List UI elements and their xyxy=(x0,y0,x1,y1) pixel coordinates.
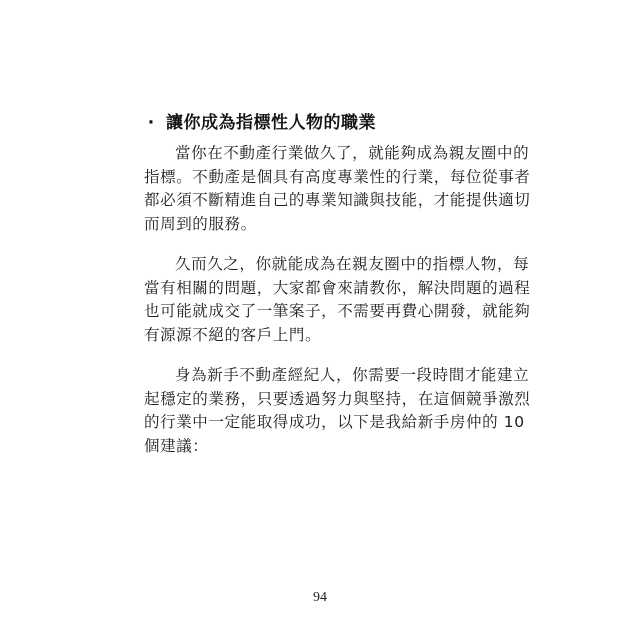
heading-bullet: ‧ xyxy=(148,113,155,133)
text-line: 個建議： xyxy=(144,436,209,455)
heading-title: 讓你成為指標性人物的職業 xyxy=(166,113,376,133)
text-line: 指標。不動產是個具有高度專業性的行業，每位從事者 xyxy=(144,167,531,186)
text-line: 有源源不絕的客戶上門。 xyxy=(144,325,322,344)
body-text xyxy=(144,142,531,475)
text-line: 身為新手不動產經紀人，你需要一段時間才能建立 xyxy=(175,366,530,384)
text-line: 當有相關的問題，大家都會來請教你，解決問題的過程 xyxy=(144,278,531,297)
text-line: 而周到的服務。 xyxy=(144,214,257,233)
text-line: 也可能就成交了一筆案子，不需要再費心開發，就能夠 xyxy=(144,302,531,320)
text-line: 都必須不斷精進自己的專業知識與技能，才能提供適切 xyxy=(144,191,531,209)
paragraph xyxy=(144,364,531,458)
text-line: 久而久之，你就能成為在親友圈中的指標人物，每 xyxy=(175,255,530,273)
text-line: 的行業中一定能取得成功，以下是我給新手房仲的 10 xyxy=(144,413,525,431)
text-line: 起穩定的業務，只要透過努力與堅持，在這個競爭激烈 xyxy=(144,389,531,408)
text-line: 當你在不動產行業做久了，就能夠成為親友圈中的 xyxy=(175,144,530,162)
paragraph xyxy=(144,253,531,347)
paragraph xyxy=(144,142,531,236)
page-number: 94 xyxy=(313,590,327,605)
section-heading xyxy=(148,108,376,133)
